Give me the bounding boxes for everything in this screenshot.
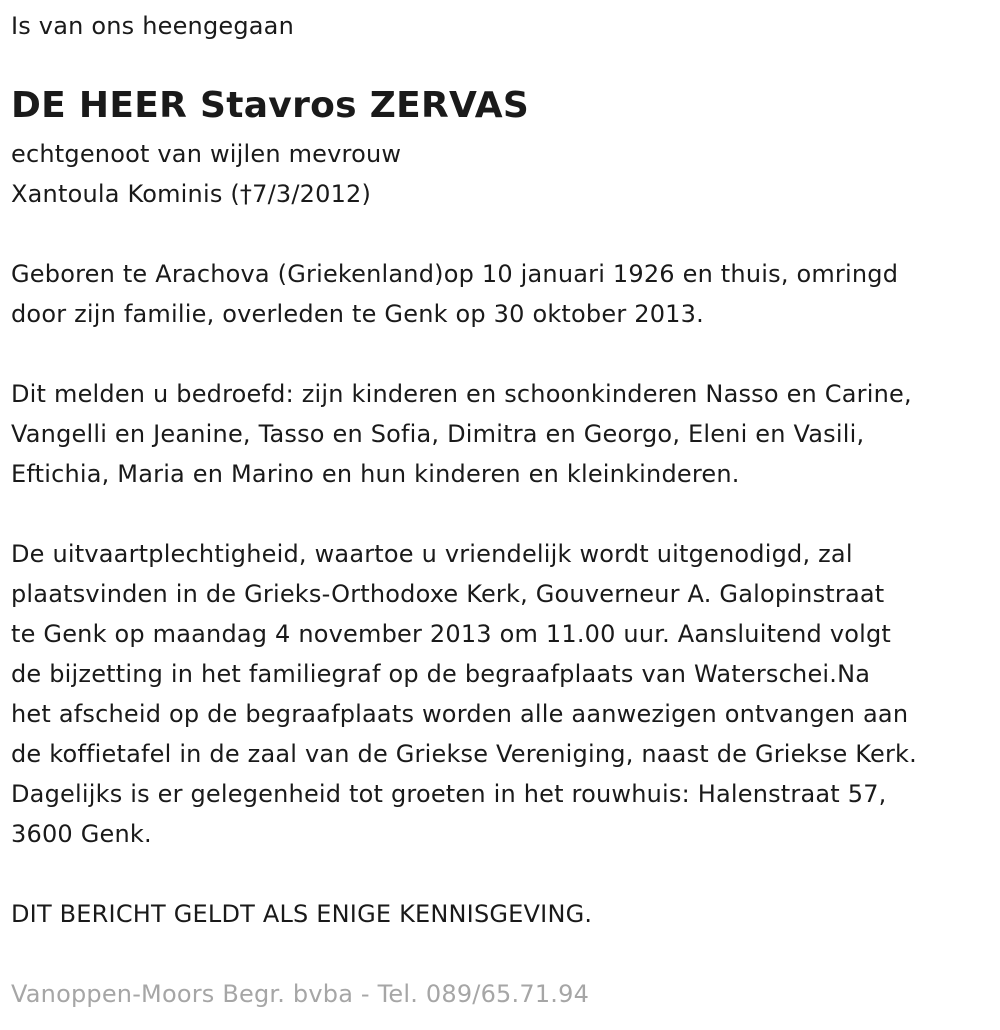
ceremony-line: Dagelijks is er gelegenheid tot groeten in het rouwhuis: Halenstraat 57, [11,780,887,808]
ceremony-line: plaatsvinden in de Grieks-Orthodoxe Kerk, Gouverneur A. Galopinstraat [11,580,885,608]
birth-line: door zijn familie, overleden te Genk op 30 oktober 2013. [11,300,704,328]
ceremony-line: 3600 Genk. [11,820,152,848]
ceremony-line: te Genk op maandag 4 november 2013 om 11.00 uur. Aansluitend volgt [11,620,892,648]
birth-line: Geboren te Arachova (Griekenland)op 10 januari 1926 en thuis, omringd [11,260,899,288]
spouse-line: echtgenoot van wijlen mevrouw [11,140,402,168]
ceremony-paragraph [11,534,917,854]
ceremony-line: de koffietafel in de zaal van de Griekse Vereniging, naast de Griekse Kerk. [11,740,917,768]
family-paragraph [11,374,912,494]
ceremony-line: De uitvaartplechtigheid, waartoe u vriendelijk wordt uitgenodigd, zal [11,540,853,568]
spouse-line: Xantoula Kominis (†7/3/2012) [11,180,372,208]
family-line: Dit melden u bedroefd: zijn kinderen en schoonkinderen Nasso en Carine, [11,380,912,408]
funeral-home-footer: Vanoppen-Moors Begr. bvba - Tel. 089/65.71.94 [11,980,590,1008]
intro-text: Is van ons heengegaan [11,12,295,40]
family-line: Vangelli en Jeanine, Tasso en Sofia, Dimitra en Georgo, Eleni en Vasili, [11,420,865,448]
ceremony-line: de bijzetting in het familiegraf op de begraafplaats van Waterschei.Na [11,660,871,688]
spouse-paragraph [11,134,401,214]
birth-death-paragraph [11,254,898,334]
deceased-name: DE HEER Stavros ZERVAS [11,85,530,126]
ceremony-line: het afscheid op de begraafplaats worden alle aanwezigen ontvangen aan [11,700,909,728]
closing-statement: DIT BERICHT GELDT ALS ENIGE KENNISGEVING. [11,900,593,928]
family-line: Eftichia, Maria en Marino en hun kinderen en kleinkinderen. [11,460,740,488]
